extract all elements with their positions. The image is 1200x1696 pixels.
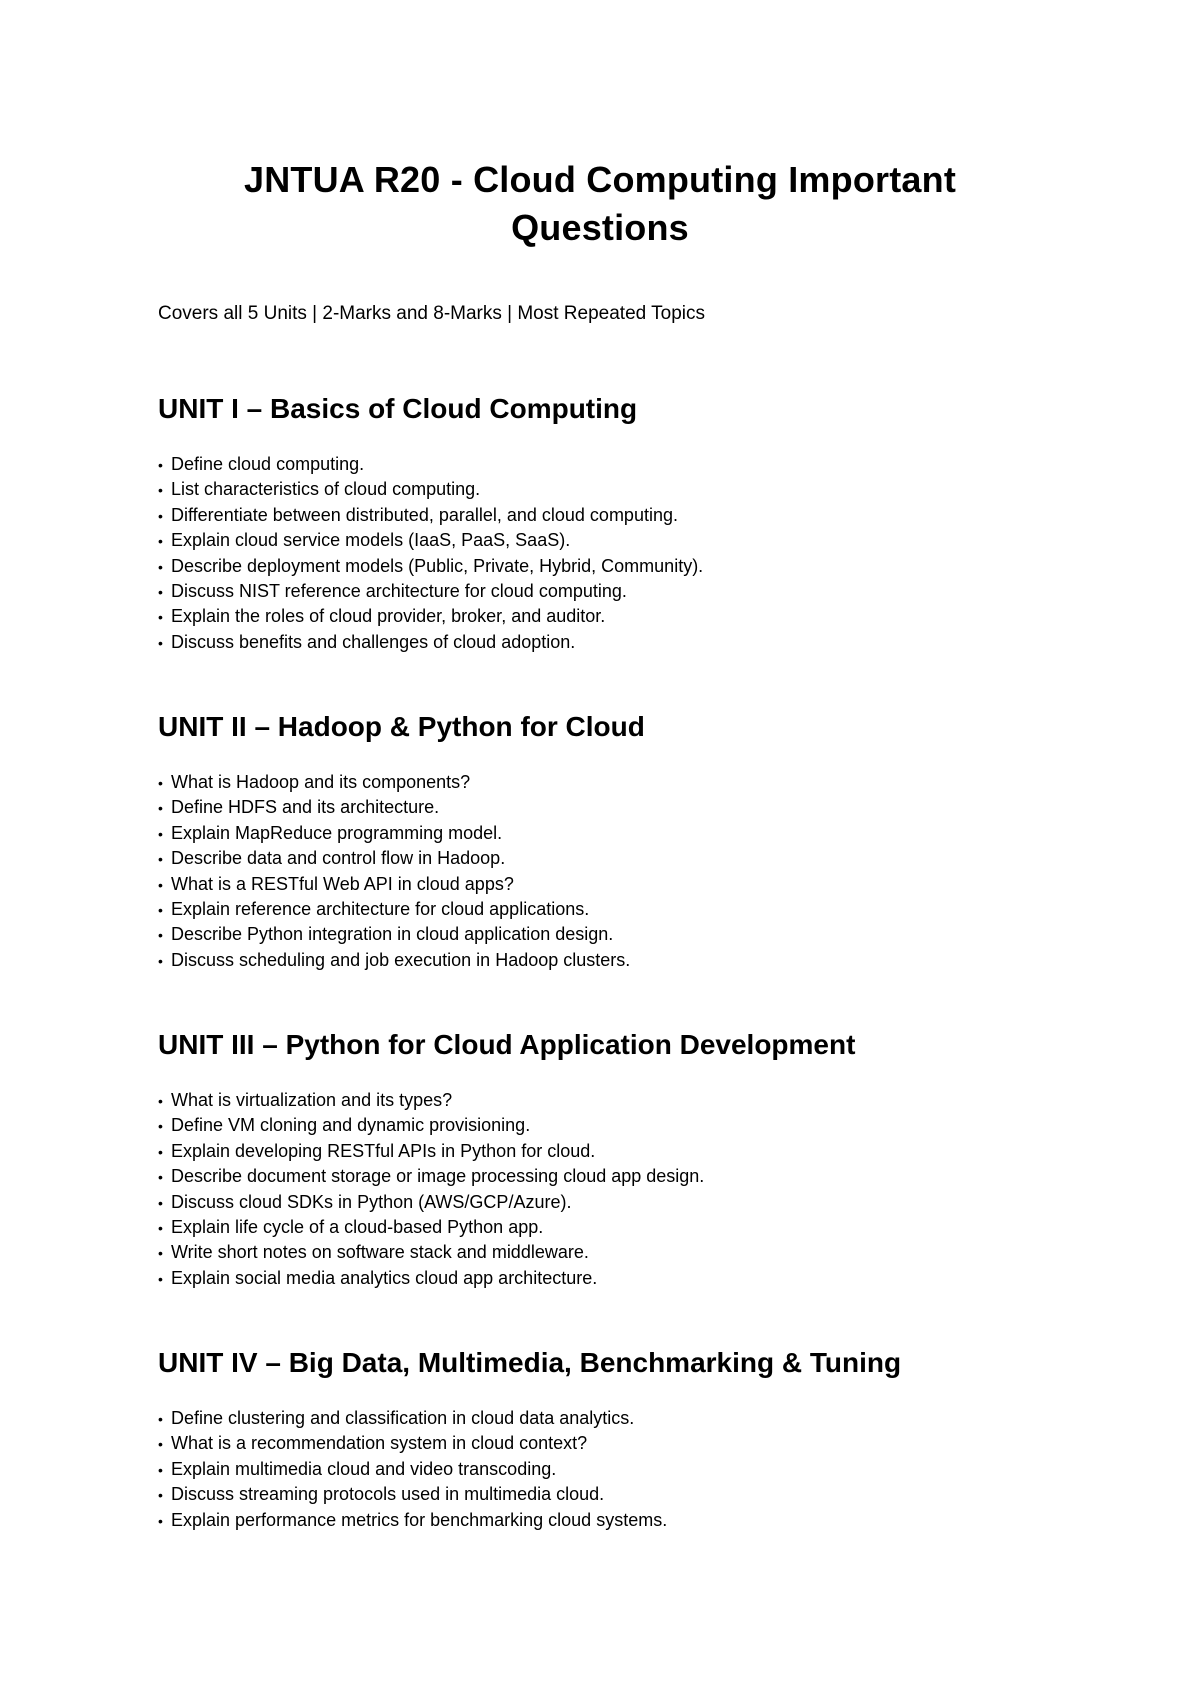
question-item: • Explain multimedia cloud and video transcoding. — [158, 1457, 1108, 1482]
question-item: • Explain the roles of cloud provider, broker, and auditor. — [158, 604, 1108, 629]
question-item: • Write short notes on software stack and middleware. — [158, 1240, 1108, 1265]
question-item: • Describe document storage or image processing cloud app design. — [158, 1164, 1108, 1189]
unit-2-question-list — [158, 770, 1108, 973]
question-item: • Discuss benefits and challenges of cloud adoption. — [158, 630, 1108, 655]
question-item: • Explain cloud service models (IaaS, PaaS, SaaS). — [158, 528, 1108, 553]
question-item: • Define VM cloning and dynamic provisioning. — [158, 1113, 1108, 1138]
question-item: • Explain social media analytics cloud app architecture. — [158, 1266, 1108, 1291]
unit-1-section — [158, 392, 1108, 655]
question-item: • Describe Python integration in cloud application design. — [158, 922, 1108, 947]
unit-3-question-list — [158, 1088, 1108, 1291]
unit-4-section — [158, 1346, 1108, 1533]
unit-2-heading: UNIT II – Hadoop & Python for Cloud — [158, 711, 645, 742]
unit-4-question-list — [158, 1406, 1108, 1533]
question-item: • Explain MapReduce programming model. — [158, 821, 1108, 846]
unit-4-heading: UNIT IV – Big Data, Multimedia, Benchmarking & Tuning — [158, 1347, 902, 1378]
question-item: • What is a RESTful Web API in cloud apps? — [158, 872, 1108, 897]
question-item: • List characteristics of cloud computing. — [158, 477, 1108, 502]
question-item: • Define cloud computing. — [158, 452, 1108, 477]
question-item: • Discuss cloud SDKs in Python (AWS/GCP/Azure). — [158, 1190, 1108, 1215]
unit-2-section — [158, 710, 1108, 973]
question-item: • What is a recommendation system in cloud context? — [158, 1431, 1108, 1456]
question-item: • What is Hadoop and its components? — [158, 770, 1108, 795]
question-item: • Define clustering and classification in cloud data analytics. — [158, 1406, 1108, 1431]
question-item: • Explain developing RESTful APIs in Python for cloud. — [158, 1139, 1108, 1164]
question-item: • Define HDFS and its architecture. — [158, 795, 1108, 820]
question-item: • Explain performance metrics for benchmarking cloud systems. — [158, 1508, 1108, 1533]
question-item: • Describe deployment models (Public, Private, Hybrid, Community). — [158, 554, 1108, 579]
page-title-continued: Questions — [511, 207, 689, 248]
question-item: • What is virtualization and its types? — [158, 1088, 1108, 1113]
question-item: • Differentiate between distributed, parallel, and cloud computing. — [158, 503, 1108, 528]
question-item: • Discuss streaming protocols used in multimedia cloud. — [158, 1482, 1108, 1507]
question-item: • Discuss scheduling and job execution in Hadoop clusters. — [158, 948, 1108, 973]
question-item: • Describe data and control flow in Hadoop. — [158, 846, 1108, 871]
unit-3-heading: UNIT III – Python for Cloud Application Development — [158, 1029, 856, 1060]
unit-1-question-list — [158, 452, 1108, 655]
question-item: • Explain life cycle of a cloud-based Python app. — [158, 1215, 1108, 1240]
document-subtitle: Covers all 5 Units | 2-Marks and 8-Marks | Most Repeated Topics — [158, 303, 706, 324]
question-item: • Explain reference architecture for cloud applications. — [158, 897, 1108, 922]
unit-1-heading: UNIT I – Basics of Cloud Computing — [158, 393, 638, 424]
question-item: • Discuss NIST reference architecture for cloud computing. — [158, 579, 1108, 604]
unit-3-section — [158, 1028, 1108, 1291]
page-title: JNTUA R20 - Cloud Computing Important — [243, 159, 957, 200]
